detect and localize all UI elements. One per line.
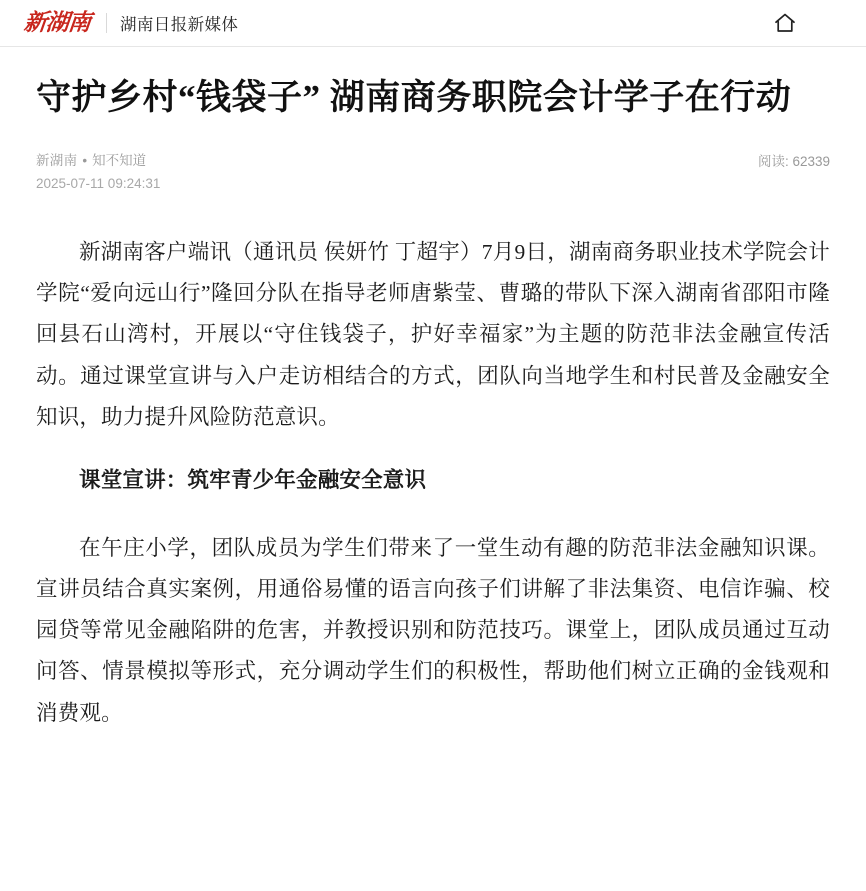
article-container xyxy=(0,47,866,734)
article-subheading: 课堂宣讲：筑牢青少年金融安全意识 xyxy=(79,468,427,493)
read-count: 阅读: 62339 xyxy=(757,153,830,169)
article-paragraph: 新湖南客户端讯（通讯员 侯妍竹 丁超宇）7月9日，湖南商务职业技术学院会计学院“爱向远山行”隆回分队在指导老师唐紫莹、曹璐的带队下深入湖南省邵阳市隆回县石山湾村，开展以“守住钱袋子，护好幸福家”为主题的防范非法金融宣传活动。通过课堂宣讲与入户走访相结合的方式，团队向当地学生和村民普及金融安全知识，助力提升风险防范意识。 xyxy=(36,239,830,429)
meta-byline xyxy=(36,149,160,173)
meta-source: 新湖南 xyxy=(36,152,78,168)
header-divider xyxy=(106,13,107,33)
meta-separator: • xyxy=(82,152,88,168)
home-icon[interactable] xyxy=(770,8,800,38)
app-header xyxy=(0,0,866,47)
article-body xyxy=(36,206,830,734)
brand-logo[interactable]: 新湖南 xyxy=(22,10,92,35)
page-title: 守护乡村“钱袋子” 湖南商务职院会计学子在行动 xyxy=(36,78,792,117)
article-meta xyxy=(36,149,830,196)
article-paragraph: 在午庄小学，团队成员为学生们带来了一堂生动有趣的防范非法金融知识课。宣讲员结合真实案例，用通俗易懂的语言向孩子们讲解了非法集资、电信诈骗、校园贷等常见金融陷阱的危害，并教授识别和防范技巧。课堂上，团队成员通过互动问答、情景模拟等形式，充分调动学生们的积极性，帮助他们树立正确的金钱观和消费观。 xyxy=(36,535,830,725)
meta-timestamp: 2025-07-11 09:24:31 xyxy=(36,176,161,192)
brand-name: 湖南日报新媒体 xyxy=(120,16,239,34)
meta-left xyxy=(36,149,160,196)
meta-author: 知不知道 xyxy=(92,152,147,168)
